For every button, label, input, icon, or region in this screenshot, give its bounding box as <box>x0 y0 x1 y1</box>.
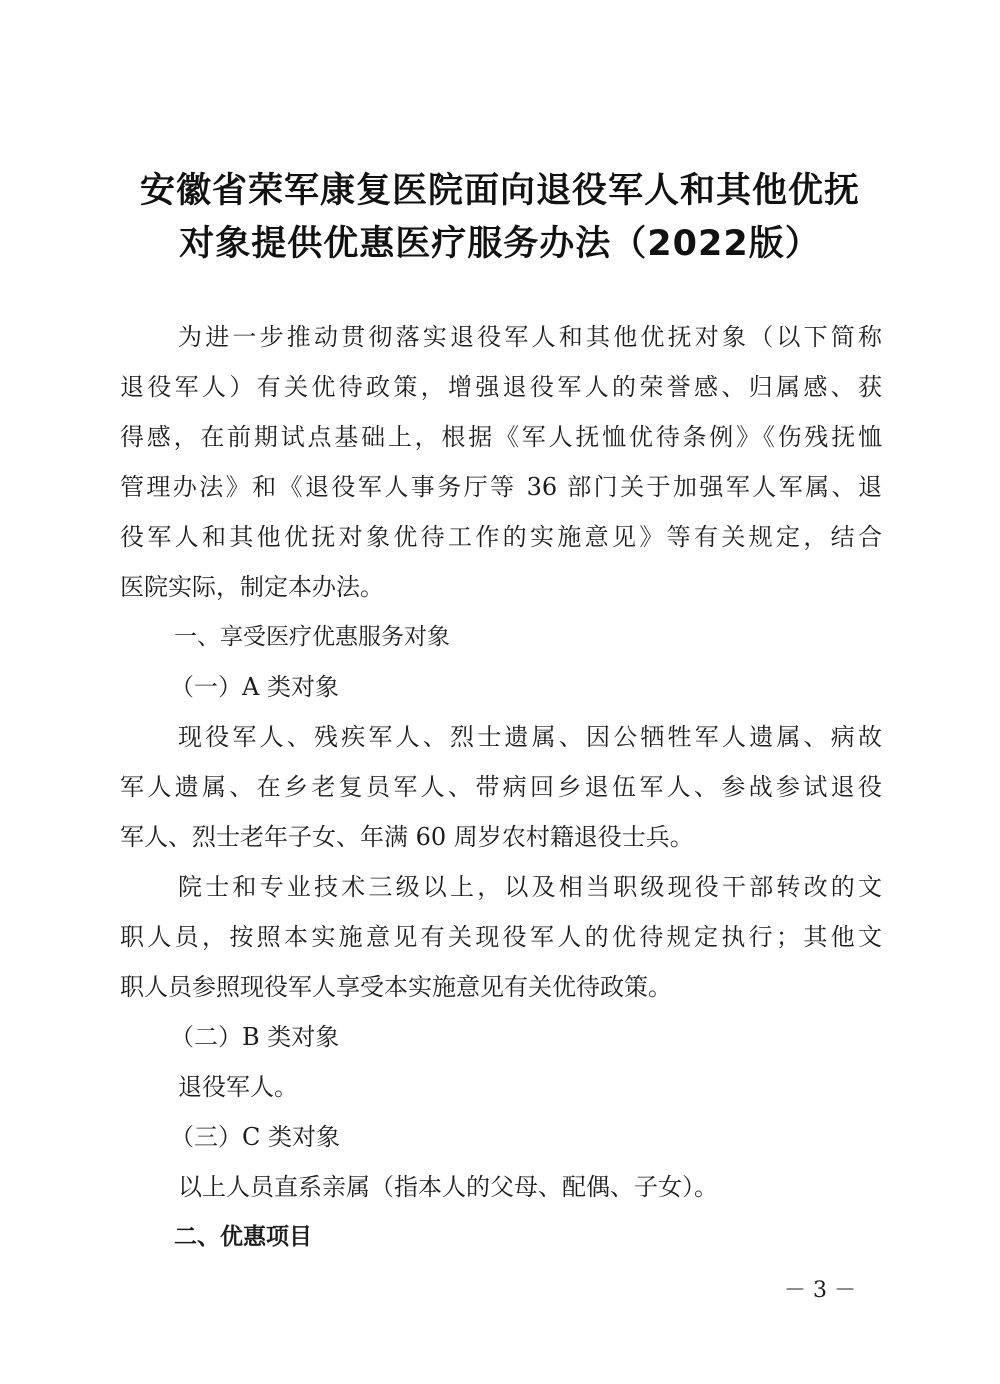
a-para-1-line: 军人、烈士老年子女、年满 60 周岁农村籍退役士兵。 <box>120 823 694 851</box>
intro-line: 得感，在前期试点基础上，根据《军人抚恤优待条例》《伤残抚恤 <box>120 423 882 451</box>
subsection-c-heading: （三）C 类对象 <box>170 1123 340 1151</box>
section-2-heading: 二、优惠项目 <box>174 1224 312 1250</box>
page-number: － 3 － <box>784 1278 856 1303</box>
intro-line: 为进一步推动贯彻落实退役军人和其他优抚对象（以下简称 <box>178 323 882 351</box>
document-title-line-1: 安徽省荣军康复医院面向退役军人和其他优抚 <box>139 171 860 211</box>
section-1-heading: 一、享受医疗优惠服务对象 <box>174 624 450 650</box>
subsection-c-text: 以上人员直系亲属（指本人的父母、配偶、子女）。 <box>178 1173 718 1201</box>
a-para-1-line: 军人遗属、在乡老复员军人、带病回乡退伍军人、参战参试退役 <box>120 773 882 801</box>
intro-line: 管理办法》和《退役军人事务厅等 36 部门关于加强军人军属、退 <box>120 473 882 501</box>
intro-line: 医院实际，制定本办法。 <box>120 573 384 601</box>
document-title-line-2: 对象提供优惠医疗服务办法（2022版） <box>179 224 821 264</box>
subsection-b-text: 退役军人。 <box>178 1073 298 1101</box>
subsection-a-heading: （一）A 类对象 <box>170 673 339 701</box>
intro-line: 退役军人）有关优待政策，增强退役军人的荣誉感、归属感、获 <box>120 373 882 401</box>
a-para-2-line: 职人员参照现役军人享受本实施意见有关优待政策。 <box>120 973 672 1001</box>
a-para-1-line: 现役军人、残疾军人、烈士遗属、因公牺牲军人遗属、病故 <box>178 723 882 751</box>
subsection-b-heading: （二）B 类对象 <box>170 1023 340 1051</box>
a-para-2-line: 职人员，按照本实施意见有关现役军人的优待规定执行；其他文 <box>120 923 882 951</box>
intro-line: 役军人和其他优抚对象优待工作的实施意见》等有关规定，结合 <box>120 523 882 551</box>
a-para-2-line: 院士和专业技术三级以上，以及相当职级现役干部转改的文 <box>178 873 882 901</box>
